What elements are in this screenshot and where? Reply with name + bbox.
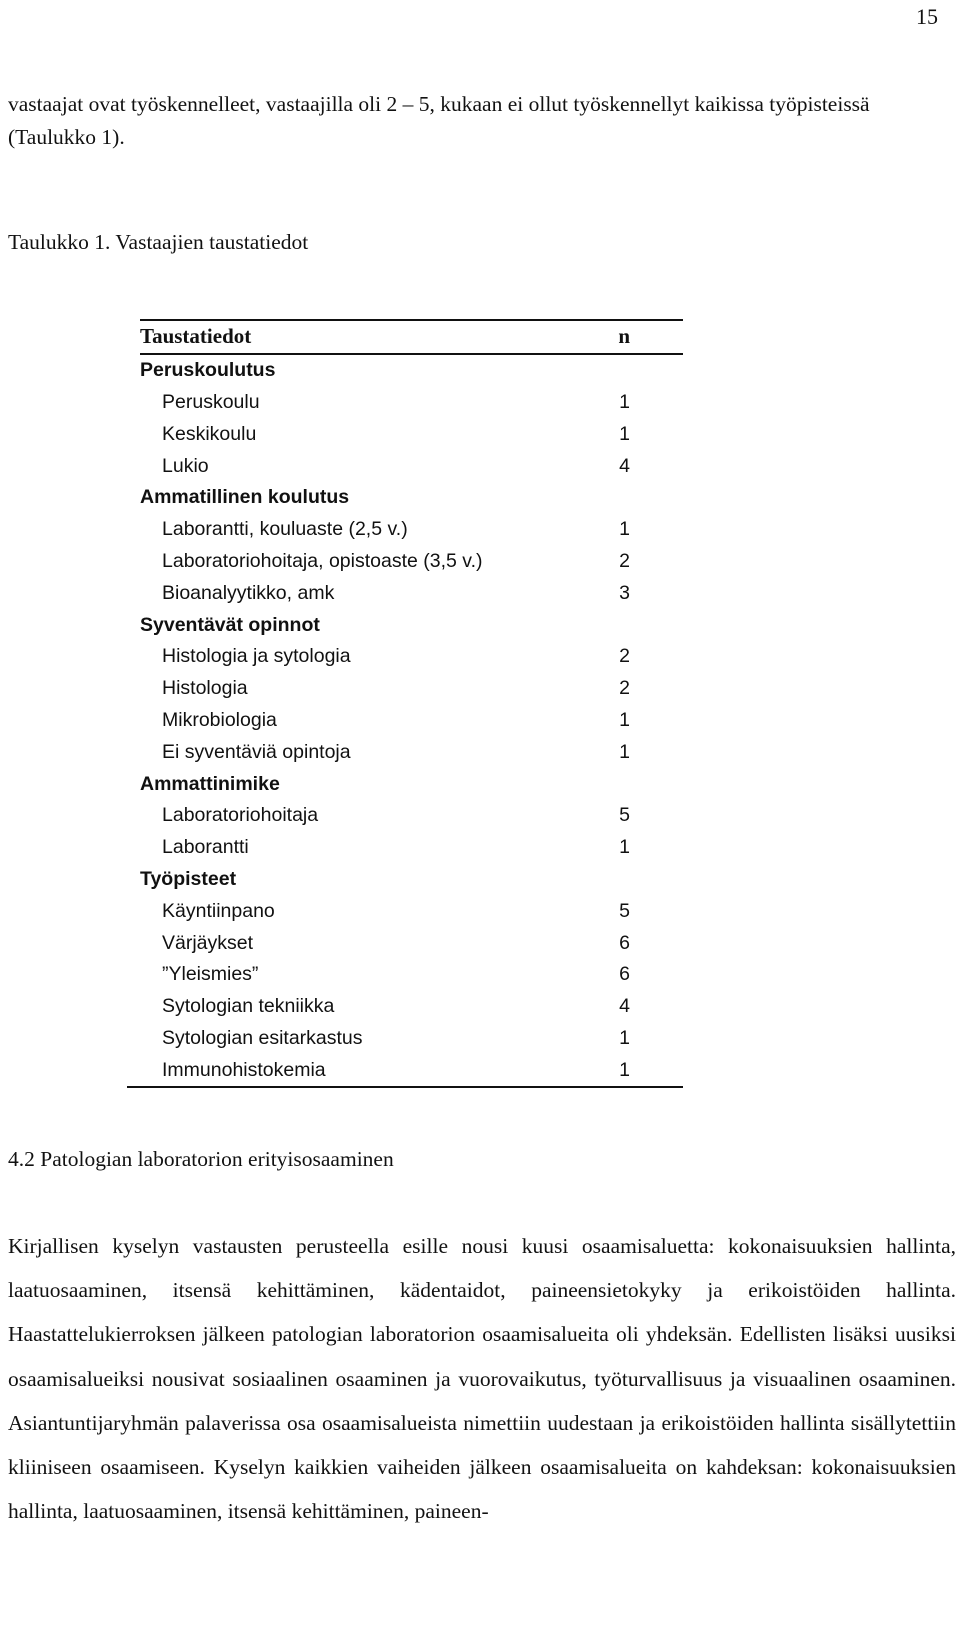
table	[140, 321, 683, 353]
row-label: Värjäykset	[162, 931, 254, 954]
table-row	[140, 895, 683, 927]
table-row	[140, 418, 683, 450]
row-label: Lukio	[162, 454, 209, 477]
table-row	[140, 673, 683, 705]
row-label: Ammatillinen koulutus	[140, 486, 350, 509]
table-header-row	[140, 321, 683, 353]
row-value: 1	[619, 518, 630, 541]
table-bottom-rule	[127, 1086, 683, 1088]
row-label: Syventävät opinnot	[140, 613, 320, 636]
header-taustatiedot: Taustatiedot	[140, 324, 252, 349]
row-value: 6	[619, 963, 630, 986]
table-caption: Taulukko 1. Vastaajien taustatiedot	[8, 230, 309, 254]
table-category-row	[140, 768, 683, 800]
row-value: 2	[619, 549, 630, 572]
row-value: 1	[619, 1026, 630, 1049]
page-number: 15	[916, 4, 938, 29]
row-label: Sytologian esitarkastus	[162, 1026, 363, 1049]
row-value: 1	[619, 740, 630, 763]
row-label: Ei syventäviä opintoja	[162, 740, 351, 763]
table-row	[140, 1054, 683, 1086]
row-label: Bioanalyytikko, amk	[162, 581, 335, 604]
intro-paragraph: vastaajat ovat työskennelleet, vastaajilla oli 2 – 5, kukaan ei ollut työskennellyt kaikissa työpisteissä (Taulukko 1).	[8, 92, 870, 149]
section-heading: 4.2 Patologian laboratorion erityisosaaminen	[8, 1147, 394, 1171]
row-label: Käyntiinpano	[162, 899, 275, 922]
row-label: Laboratoriohoitaja, opistoaste (3,5 v.)	[162, 549, 483, 572]
row-value: 1	[619, 1058, 630, 1081]
row-value: 4	[619, 995, 630, 1018]
table-row	[140, 387, 683, 419]
table-category-row	[140, 482, 683, 514]
row-label: Histologia	[162, 677, 248, 700]
table-row	[140, 991, 683, 1023]
table-row	[140, 800, 683, 832]
table-row	[140, 705, 683, 737]
row-label: Laboratoriohoitaja	[162, 804, 319, 827]
row-value: 6	[619, 931, 630, 954]
table-row	[140, 927, 683, 959]
row-value: 1	[619, 422, 630, 445]
row-value	[550, 609, 683, 641]
row-value: 2	[619, 645, 630, 668]
table-row	[140, 1023, 683, 1055]
row-label: Mikrobiologia	[162, 708, 277, 731]
row-label: Työpisteet	[140, 867, 237, 890]
table-row	[140, 959, 683, 991]
row-value: 2	[619, 677, 630, 700]
header-n: n	[618, 324, 630, 349]
row-value: 1	[619, 390, 630, 413]
background-table	[127, 319, 683, 1088]
row-value	[550, 482, 683, 514]
table-category-row	[140, 864, 683, 896]
row-label: Peruskoulutus	[140, 359, 276, 382]
row-label: Keskikoulu	[162, 422, 257, 445]
row-label: ”Yleismies”	[162, 963, 259, 986]
row-value: 5	[619, 899, 630, 922]
table-row	[140, 514, 683, 546]
table-row	[140, 450, 683, 482]
table-row	[140, 641, 683, 673]
row-value: 3	[619, 581, 630, 604]
row-value	[550, 355, 683, 387]
row-value: 4	[619, 454, 630, 477]
row-label: Peruskoulu	[162, 390, 260, 413]
table-row	[140, 577, 683, 609]
row-value	[550, 768, 683, 800]
row-label: Immunohistokemia	[162, 1058, 326, 1081]
row-label: Histologia ja sytologia	[162, 645, 351, 668]
table-body	[140, 355, 683, 1086]
table-row	[140, 546, 683, 578]
row-value: 1	[619, 836, 630, 859]
row-label: Sytologian tekniikka	[162, 995, 335, 1018]
row-label: Laborantti, kouluaste (2,5 v.)	[162, 518, 408, 541]
table-row	[140, 832, 683, 864]
row-value: 5	[619, 804, 630, 827]
row-value: 1	[619, 708, 630, 731]
body-paragraph: Kirjallisen kyselyn vastausten perusteella esille nousi kuusi osaamisaluetta: kokonaisuuksien hallinta, laatuosaaminen, itsensä kehittäminen, kädentaidot, paineensietokyky ja erikoistöiden hallinta. Haastattelukierroksen jälkeen patologian laboratorion osaamisalueita oli yhdeksän. Edellisten lisäksi uusiksi osaamisalueiksi nousivat sosiaalinen osaaminen ja vuorovaikutus, työturvallisuus ja visuaalinen osaaminen. Asiantuntijaryhmän palaverissa osa osaamisalueista nimettiin uudestaan ja erikoistöiden hallinta sisällytettiin kliiniseen osaamiseen. Kyselyn kaikkien vaiheiden jälkeen osaamisalueita on kahdeksan: kokonaisuuksien hallinta, laatuosaaminen, itsensä kehittäminen, paineen-	[8, 1234, 956, 1524]
row-value	[550, 864, 683, 896]
row-label: Laborantti	[162, 836, 249, 859]
table-category-row	[140, 609, 683, 641]
table-category-row	[140, 355, 683, 387]
table-row	[140, 736, 683, 768]
row-label: Ammattinimike	[140, 772, 280, 795]
